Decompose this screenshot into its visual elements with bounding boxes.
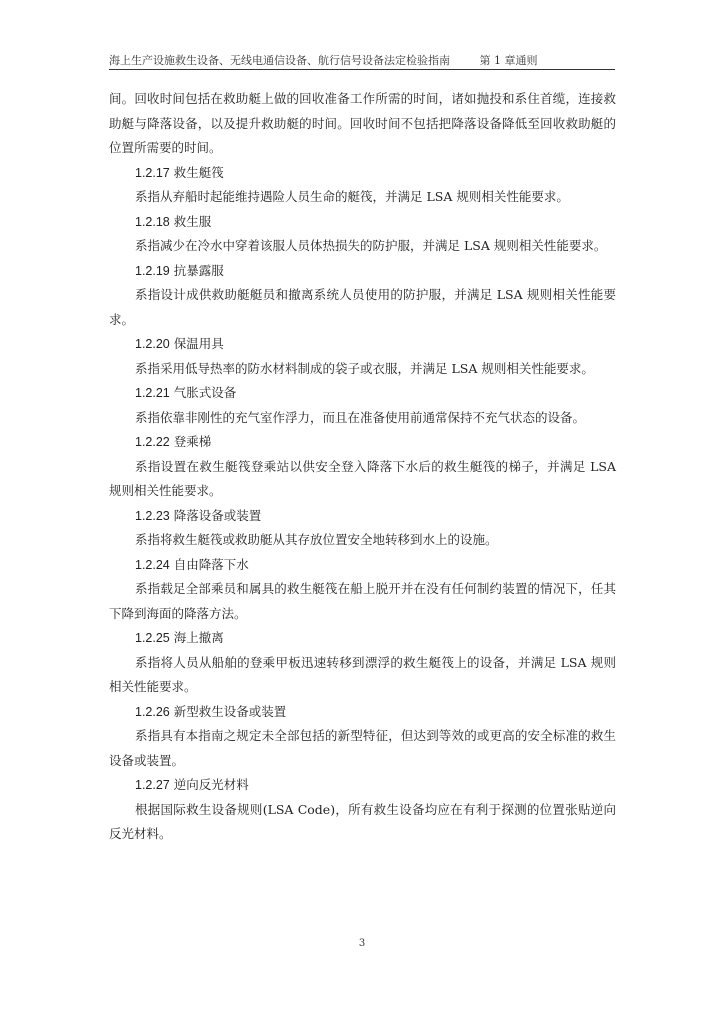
header-chapter: 第 1 章通则 (479, 54, 538, 67)
section-title: 海上撤离 (173, 630, 224, 645)
section-title: 救生艇筏 (173, 164, 224, 180)
section-title: 新型救生设备或装置 (173, 703, 287, 719)
section-heading-1-2-25 (109, 626, 616, 651)
section-title: 抗暴露服 (173, 262, 224, 278)
section-heading-1-2-27 (109, 773, 616, 798)
section-number: 1.2.21 (135, 386, 170, 400)
page-header (109, 52, 615, 68)
section-number: 1.2.19 (135, 263, 170, 278)
section-body: 系指载足全部乘员和属具的救生艇筏在船上脱开并在没有任何制约装置的情况下，任其下降到海面的降落方法。 (109, 581, 616, 621)
section-body: 系指从弃船时起能维持遇险人员生命的艇筏，并满足 LSA 规则相关性能要求。 (135, 189, 569, 204)
intro-paragraph: 间。回收时间包括在救助艇上做的回收准备工作所需的时间，诸如抛投和系住首缆，连接救助艇与降落设备，以及提升救助艇的时间。回收时间不包括把降落设备降低至回收救助艇的位置所需要的时间。 (109, 91, 616, 155)
section-title: 登乘梯 (173, 434, 212, 449)
section-heading-1-2-23 (109, 504, 616, 529)
section-body: 系指设计成供救助艇艇员和撤离系统人员使用的防护服，并满足 LSA 规则相关性能要求。 (109, 287, 616, 327)
section-number: 1.2.27 (135, 778, 170, 792)
section-number: 1.2.18 (135, 214, 170, 229)
section-title: 气胀式设备 (173, 385, 237, 400)
section-title: 降落设备或装置 (173, 507, 262, 523)
section-number: 1.2.23 (135, 508, 170, 523)
section-body: 系指采用低导热率的防水材料制成的袋子或衣服，并满足 LSA 规则相关性能要求。 (135, 360, 594, 376)
section-heading-1-2-24 (109, 553, 616, 578)
page-number: 3 (358, 938, 366, 949)
document-body (109, 87, 616, 847)
section-number: 1.2.24 (135, 557, 170, 572)
section-number: 1.2.22 (135, 435, 170, 449)
section-title: 自由降落下水 (173, 556, 249, 572)
section-title: 逆向反光材料 (173, 777, 249, 792)
section-number: 1.2.20 (135, 337, 170, 351)
section-body: 根据国际救生设备规则(LSA Code)，所有救生设备均应在有利于探测的位置张贴逆向反光材料。 (109, 801, 616, 841)
section-heading-1-2-19 (109, 259, 616, 284)
section-heading-1-2-20 (109, 332, 616, 357)
section-title: 救生服 (173, 213, 212, 229)
section-heading-1-2-18 (109, 210, 616, 235)
section-number: 1.2.26 (135, 704, 170, 719)
section-body: 系指具有本指南之规定未全部包括的新型特征，但达到等效的或更高的安全标准的救生设备或装置。 (109, 728, 616, 768)
section-body: 系指将救生艇筏或救助艇从其存放位置安全地转移到水上的设施。 (135, 532, 498, 547)
header-title: 海上生产设施救生设备、无线电通信设备、航行信号设备法定检验指南 (109, 54, 450, 67)
section-body: 系指依靠非刚性的充气室作浮力，而且在准备使用前通常保持不充气状态的设备。 (135, 409, 586, 425)
section-heading-1-2-26 (109, 700, 616, 725)
section-body: 系指将人员从船舶的登乘甲板迅速转移到漂浮的救生艇筏上的设备，并满足 LSA 规则相关性能要求。 (109, 654, 616, 694)
section-number: 1.2.17 (135, 165, 170, 180)
section-heading-1-2-22 (109, 430, 616, 455)
section-number: 1.2.25 (135, 631, 170, 645)
section-body: 系指设置在救生艇筏登乘站以供安全登入降落下水后的救生艇筏的梯子，并满足 LSA 规则相关性能要求。 (109, 458, 616, 498)
section-title: 保温用具 (173, 336, 224, 351)
header-rule (109, 69, 615, 70)
section-heading-1-2-17 (109, 161, 616, 186)
section-heading-1-2-21 (109, 381, 616, 406)
section-body: 系指减少在冷水中穿着该服人员体热损失的防护服，并满足 LSA 规则相关性能要求。 (135, 238, 607, 253)
